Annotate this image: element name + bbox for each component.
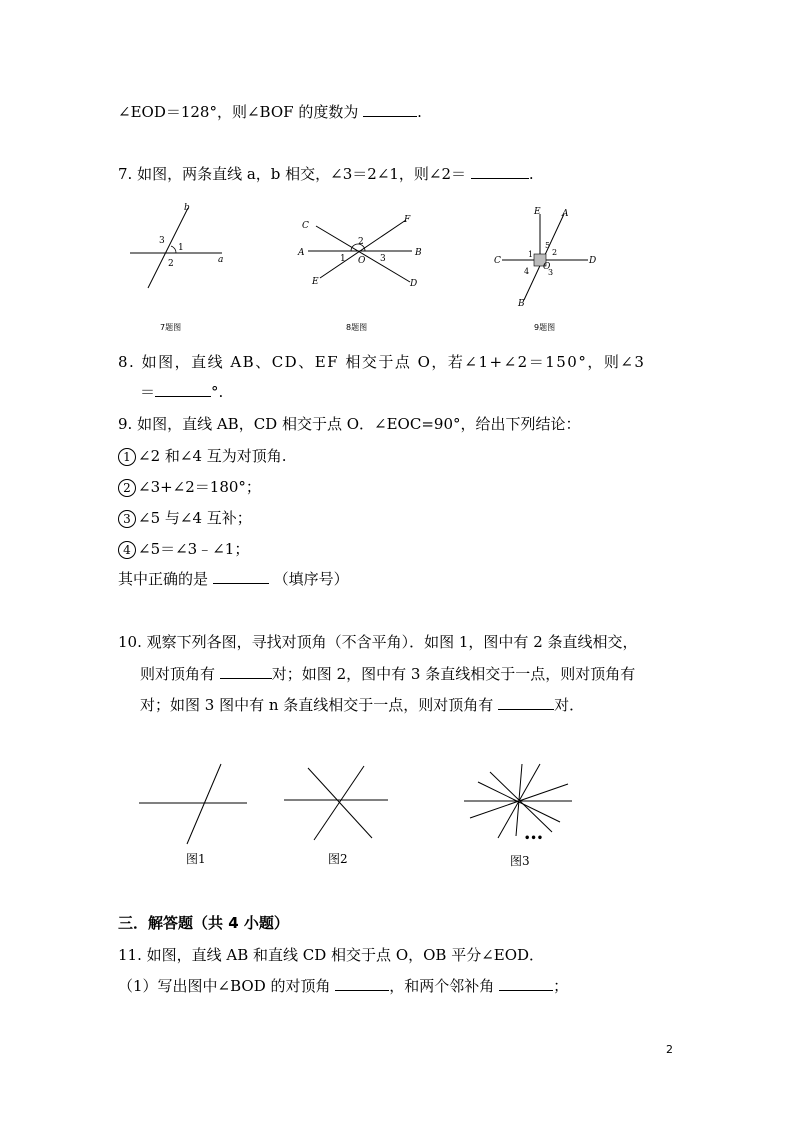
q10-line2 bbox=[140, 663, 635, 685]
q7-stem bbox=[118, 163, 534, 185]
label-A: A bbox=[298, 248, 305, 258]
label-O: O bbox=[543, 262, 551, 272]
ellipsis-dots: ••• bbox=[524, 833, 544, 844]
label-B: B bbox=[415, 248, 422, 258]
caption-fig8: 8题图 bbox=[346, 323, 368, 332]
option-number-1: 1 bbox=[118, 448, 136, 466]
line-3 bbox=[308, 768, 372, 838]
option-text-2: ∠3+∠2＝180°； bbox=[138, 478, 261, 496]
option-number-3: 3 bbox=[118, 510, 136, 528]
option-text-3: ∠5 与∠4 互补； bbox=[138, 509, 252, 527]
q9-option-2 bbox=[118, 476, 261, 498]
q11-stem: 11. 如图，直线 AB 和直线 CD 相交于点 O，OB 平分∠EOD． bbox=[118, 946, 545, 964]
q9-option-1 bbox=[118, 445, 287, 467]
line-CD bbox=[316, 226, 410, 282]
label-E: E bbox=[534, 207, 541, 217]
angle-arc bbox=[171, 246, 176, 253]
label-3: 3 bbox=[380, 254, 386, 264]
figure-9-diagram bbox=[490, 200, 600, 310]
q8-degree: °. bbox=[211, 383, 224, 401]
q9-option-4 bbox=[118, 538, 249, 560]
q6-text: ∠EOD＝128°，则∠BOF 的度数为 bbox=[118, 103, 359, 121]
q10-line3 bbox=[140, 694, 584, 716]
q10-text-d: 对． bbox=[554, 696, 585, 714]
q10-text-a: 则对顶角有 bbox=[140, 665, 216, 683]
q10-line1: 10. 观察下列各图，寻找对顶角（不含平角）．如图 1，图中有 2 条直线相交， bbox=[118, 633, 638, 651]
label-a: a bbox=[218, 255, 224, 265]
label-2: 2 bbox=[358, 237, 364, 247]
label-b: b bbox=[184, 203, 190, 213]
q7-period: . bbox=[528, 165, 534, 183]
q7-text: 7. 如图，两条直线 a，b 相交，∠3＝2∠1，则∠2＝ bbox=[118, 165, 467, 183]
q8-equals: ＝ bbox=[140, 383, 156, 401]
figure-1-two-lines bbox=[135, 760, 255, 850]
q11-part1-text-c: ； bbox=[553, 977, 569, 995]
label-O: O bbox=[358, 256, 366, 266]
label-B: B bbox=[518, 299, 525, 309]
q7-answer-blank[interactable] bbox=[471, 164, 529, 179]
q11-part1 bbox=[118, 975, 568, 997]
label-1: 1 bbox=[178, 243, 184, 253]
q9-stem: 9. 如图，直线 AB，CD 相交于点 O．∠EOC=90°，给出下列结论： bbox=[118, 415, 581, 433]
q9-option-3 bbox=[118, 507, 252, 529]
q10-blank-1[interactable] bbox=[220, 664, 272, 679]
figure-7-diagram bbox=[120, 198, 230, 298]
q11-part1-text-a: （1）写出图中∠BOD 的对顶角 bbox=[118, 977, 331, 995]
label-4: 4 bbox=[524, 267, 530, 276]
q10-blank-3[interactable] bbox=[498, 695, 554, 710]
line-6 bbox=[478, 782, 560, 822]
label-5: 5 bbox=[545, 241, 551, 250]
caption-fig7: 7题图 bbox=[160, 323, 182, 332]
q9-answer-blank[interactable] bbox=[213, 569, 269, 584]
q8-stem: 8. 如图，直线 AB、CD、EF 相交于点 O，若∠1+∠2＝150°，则∠3 bbox=[118, 353, 646, 371]
figure-8-diagram bbox=[290, 208, 430, 298]
q6-answer-blank[interactable] bbox=[363, 102, 417, 117]
label-D: D bbox=[410, 279, 418, 289]
caption-figure-2: 图2 bbox=[328, 852, 348, 866]
q11-part1-text-b: ，和两个邻补角 bbox=[389, 977, 495, 995]
q8-line2 bbox=[140, 381, 223, 403]
label-1: 1 bbox=[340, 254, 346, 264]
label-A: A bbox=[562, 209, 569, 219]
caption-figure-3: 图3 bbox=[510, 854, 530, 868]
q11-blank-2[interactable] bbox=[499, 976, 553, 991]
q11-blank-1[interactable] bbox=[335, 976, 389, 991]
figure-3-n-lines bbox=[460, 760, 580, 850]
label-3: 3 bbox=[159, 236, 165, 246]
label-3: 3 bbox=[548, 268, 554, 277]
caption-figure-1: 图1 bbox=[186, 852, 206, 866]
q9-answer-prompt: 其中正确的是 bbox=[118, 570, 209, 588]
option-text-1: ∠2 和∠4 互为对顶角. bbox=[138, 447, 287, 465]
label-1: 1 bbox=[528, 250, 534, 259]
page-number: 2 bbox=[666, 1043, 673, 1056]
label-2: 2 bbox=[552, 248, 558, 257]
q8-answer-blank[interactable] bbox=[155, 382, 211, 397]
option-text-4: ∠5＝∠3﹣∠1； bbox=[138, 540, 250, 558]
line-2 bbox=[314, 766, 364, 840]
q10-text-b: 对；如图 2，图中有 3 条直线相交于一点，则对顶角有 bbox=[271, 665, 636, 683]
label-C: C bbox=[494, 256, 501, 266]
label-D: D bbox=[589, 256, 597, 266]
label-2: 2 bbox=[168, 259, 174, 269]
line-EF bbox=[320, 220, 406, 278]
option-number-2: 2 bbox=[118, 479, 136, 497]
caption-fig9: 9题图 bbox=[534, 323, 556, 332]
q6-tail bbox=[118, 101, 422, 123]
q9-answer-line bbox=[118, 568, 349, 590]
label-C: C bbox=[302, 221, 309, 231]
q6-period: . bbox=[417, 103, 422, 121]
label-F: F bbox=[404, 215, 411, 225]
figure-2-three-lines bbox=[280, 762, 395, 847]
label-E: E bbox=[312, 277, 319, 287]
option-number-4: 4 bbox=[118, 541, 136, 559]
line-slanted bbox=[187, 764, 221, 844]
q10-text-c: 对；如图 3 图中有 n 条直线相交于一点，则对顶角有 bbox=[140, 696, 494, 714]
section-title: 三．解答题（共 4 小题） bbox=[118, 914, 289, 932]
q9-answer-hint: （填序号） bbox=[273, 570, 349, 588]
